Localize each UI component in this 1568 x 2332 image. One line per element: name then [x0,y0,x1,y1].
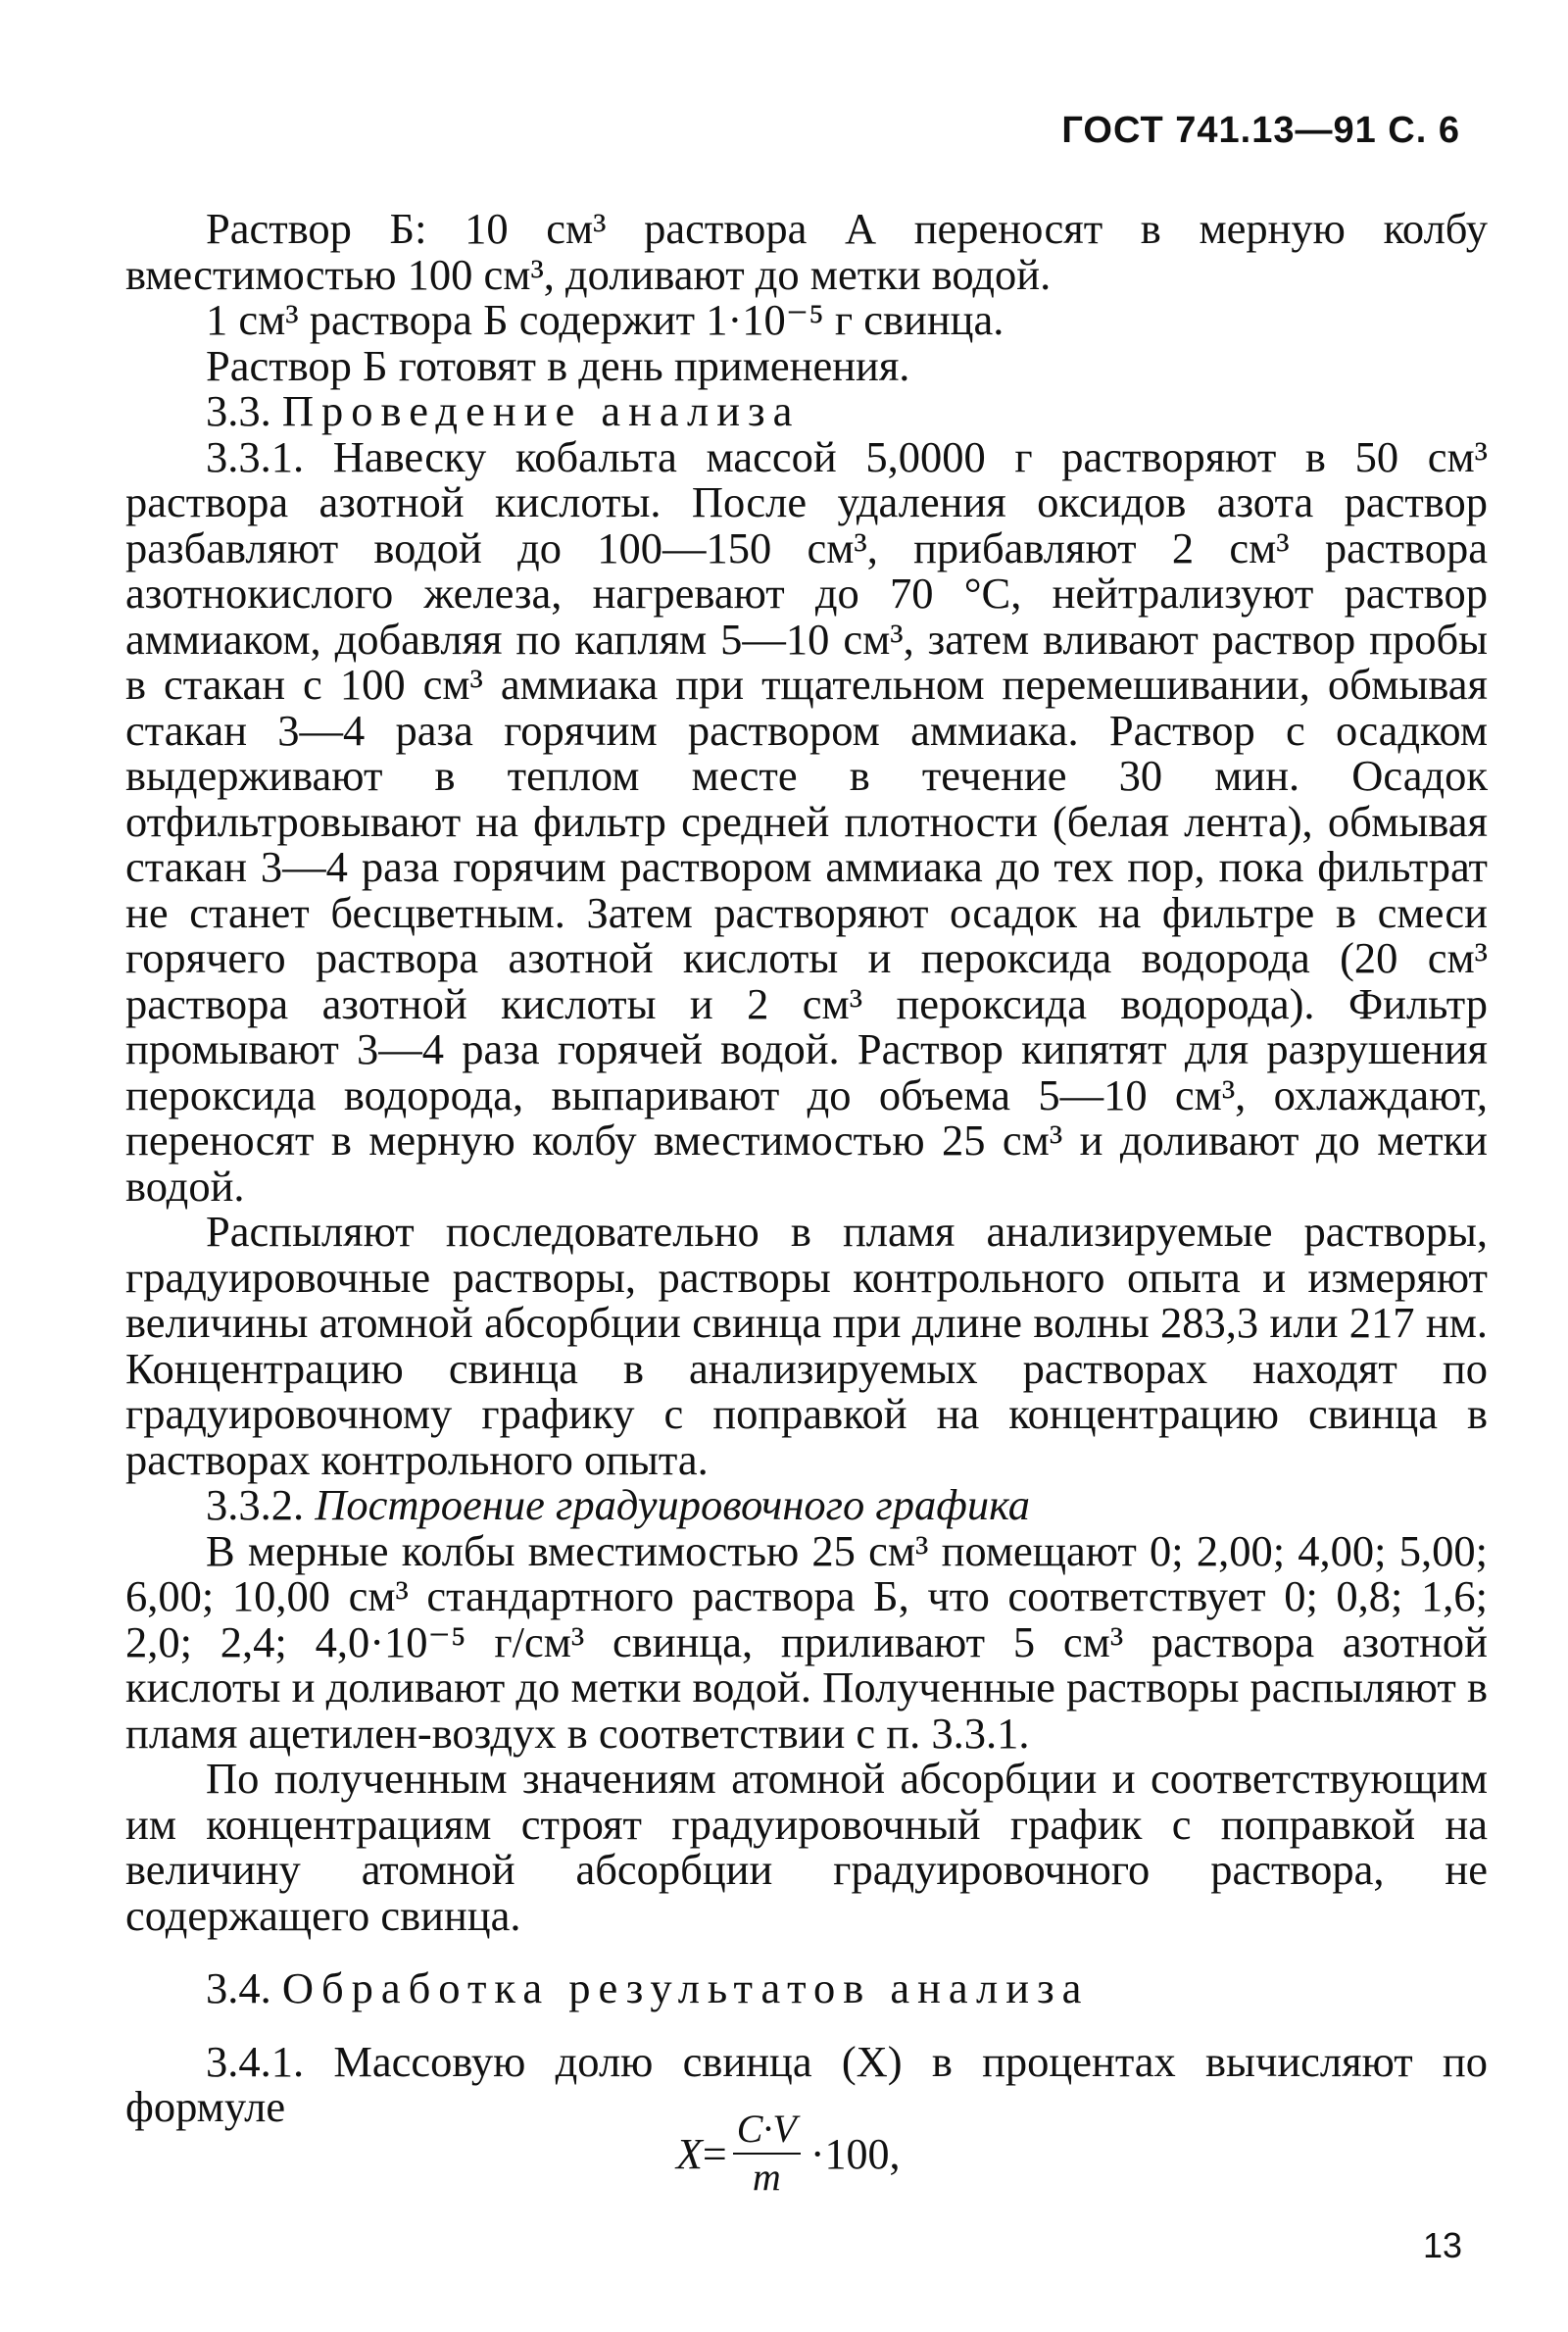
paragraph-calibration-flasks: В мерные колбы вместимостью 25 см³ помещают 0; 2,00; 4,00; 5,00; 6,00; 10,00 см³ стандартного раствора Б, что соответствует 0; 0,8; 1,6; 2,0; 2,4; 4,0·10⁻⁵ г/см³ свинца, приливают 5 см³ раствора азотной кислоты и доливают до метки водой. Полученные растворы распыляют в пламя ацетилен-воздух в соответствии с п. 3.3.1. [125,1525,1488,1758]
formula-tail: ·100, [809,2129,901,2178]
paragraph-solution-b-content: 1 см³ раствора Б содержит 1·10⁻⁵ г свинца. [206,295,1004,344]
section-heading-3-4 [125,1965,1488,2011]
formula-fraction [733,2108,801,2200]
paragraph-solution-b-prep: Раствор Б готовят в день применения. [206,340,910,390]
page-number: 13 [1422,2225,1462,2265]
paragraph-3-4-1: 3.4.1. Массовую долю свинца (X) в процентах вычисляют по формуле [125,2036,1488,2131]
page-header: ГОСТ 741.13—91 С. 6 [1061,110,1460,151]
mass-fraction-formula [676,2108,901,2200]
paragraph-calibration-graph: По полученным значениям атомной абсорбции и соответствующим им концентрациям строят градуировочный график с поправкой на величину атомной абсорбции градуировочного раствора, не содержащего свинца. [125,1754,1488,1940]
formula-numerator: C·V [733,2108,801,2155]
section-heading-3-3-2 [125,1482,1488,1528]
paragraph-solution-b: Раствор Б: 10 см³ раствора А переносят в мерную колбу вместимостью 100 см³, доливают до метки водой. [125,204,1488,299]
section-title: Обработка результатов анализа [281,1963,1090,2012]
formula-equals: = [702,2129,727,2178]
section-number: 3.3.2. [206,1480,305,1529]
formula-denominator: m [752,2155,781,2199]
section-title: Проведение анализа [281,386,801,435]
paragraph-3-3-1: 3.3.1. Навеску кобальта массой 5,0000 г растворяют в 50 см³ раствора азотной кислоты. После удаления оксидов азота раствор разбавляют водой до 100—150 см³, прибавляют 2 см³ раствора азотнокислого железа, нагревают до 70 °С, нейтрализуют раствор аммиаком, добавляя по каплям 5—10 см³, затем вливают раствор пробы в стакан с 100 см³ аммиака при тщательном перемешивании, обмывая стакан 3—4 раза горячим раствором аммиака. Раствор с осадком выдерживают в теплом месте в течение 30 мин. Осадок отфильтровывают на фильтр средней плотности (белая лента), обмывая стакан 3—4 раза горячим раствором аммиака до тех пор, пока фильтрат не станет бесцветным. Затем растворяют осадок на фильтре в смеси горячего раствора азотной кислоты и пероксида водорода (20 см³ раствора азотной кислоты и 2 см³ пероксида водорода). Фильтр промывают 3—4 раза горячей водой. Раствор кипятят для разрушения пероксида водорода, выпаривают до объема 5—10 см³, охлаждают, переносят в мерную колбу вместимостью 25 см³ и доливают до метки водой. [125,431,1488,1211]
section-heading-3-3 [125,388,1488,434]
document-body [125,206,1488,2130]
section-number: 3.3. [206,386,271,435]
formula-lhs: X [676,2129,703,2178]
section-number: 3.4. [206,1963,271,2012]
paragraph-spraying: Распыляют последовательно в пламя анализируемые растворы, градуировочные растворы, растворы контрольного опыта и измеряют величины атомной абсорбции свинца при длине волны 283,3 или 217 нм. Концентрацию свинца в анализируемых растворах находят по градуировочному графику с поправкой на концентрацию свинца в растворах контрольного опыта. [125,1207,1488,1484]
section-title: Построение градуировочного графика [315,1480,1031,1529]
